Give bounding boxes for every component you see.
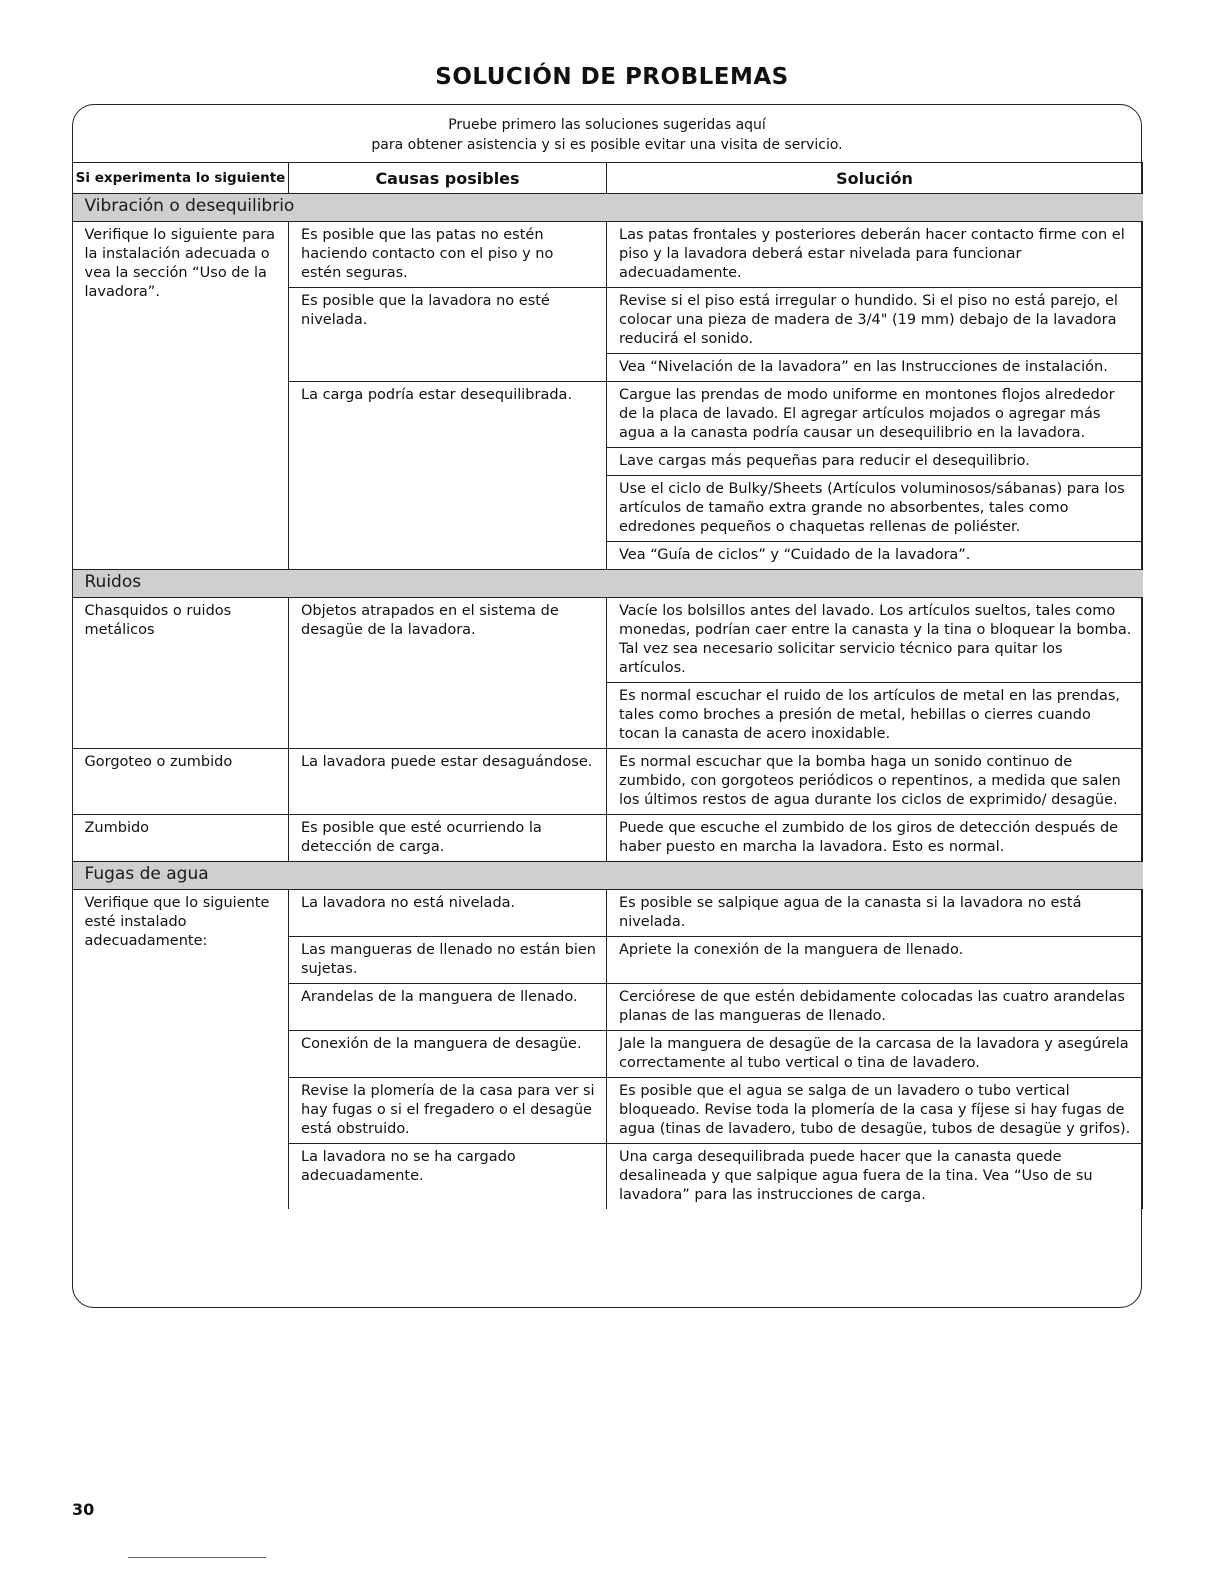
cause-cell: Es posible que la lavadora no esté nivelada.: [289, 288, 607, 382]
cause-cell: La carga podría estar desequilibrada.: [289, 382, 607, 570]
symptom-cell: Zumbido: [73, 815, 289, 862]
solution-cell: Cerciórese de que estén debidamente colocadas las cuatro arandelas planas de las mangueras de llenado.: [607, 984, 1143, 1031]
table-header-row: [73, 163, 1143, 194]
footer-rule: [128, 1557, 266, 1558]
solution-cell: Las patas frontales y posteriores deberán hacer contacto firme con el piso y la lavadora deberá estar nivelada para funcionar adecuadamente.: [607, 222, 1143, 288]
cause-cell: La lavadora puede estar desaguándose.: [289, 749, 607, 815]
table-row: [73, 890, 1143, 937]
solution-cell: Jale la manguera de desagüe de la carcasa de la lavadora y asegúrela correctamente al tubo vertical o tina de lavadero.: [607, 1031, 1143, 1078]
intro-text: [72, 115, 1142, 155]
cause-cell: Las mangueras de llenado no están bien sujetas.: [289, 937, 607, 984]
table-row: [73, 749, 1143, 815]
symptom-cell: Verifique que lo siguiente esté instalado adecuadamente:: [84, 895, 270, 949]
table-row: [73, 598, 1143, 683]
solution-cell: Use el ciclo de Bulky/Sheets (Artículos voluminosos/sábanas) para los artículos de tamaño extra grande no absorbentes, tales como edredones pequeños o chaquetas rellenas de poliéster.: [607, 476, 1143, 542]
cause-cell: Es posible que las patas no estén haciendo contacto con el piso y no estén seguras.: [289, 222, 607, 288]
solution-cell: Una carga desequilibrada puede hacer que la canasta quede desalineada y que salpique agua fuera de la tina. Vea “Uso de su lavadora” para las instrucciones de carga.: [607, 1144, 1143, 1210]
solution-cell: Es normal escuchar que la bomba haga un sonido continuo de zumbido, con gorgoteos periódicos o repentinos, a medida que salen los últimos restos de agua durante los ciclos de exprimido/ desagüe.: [607, 749, 1143, 815]
section-title: Fugas de agua: [73, 862, 1143, 890]
cause-cell: Es posible que esté ocurriendo la detección de carga.: [289, 815, 607, 862]
intro-line-2: para obtener asistencia y si es posible evitar una visita de servicio.: [371, 137, 843, 153]
section-title: Vibración o desequilibrio: [73, 194, 1143, 222]
solution-cell: Puede que escuche el zumbido de los giros de detección después de haber puesto en marcha la lavadora. Esto es normal.: [607, 815, 1143, 862]
symptom-cell: Verifique lo siguiente para la instalación adecuada o vea la sección “Uso de la lavadora”.: [84, 227, 276, 300]
cause-cell: Revise la plomería de la casa para ver si hay fugas o si el fregadero o el desagüe está obstruido.: [289, 1078, 607, 1144]
symptom-cell: Gorgoteo o zumbido: [73, 749, 289, 815]
page-title: SOLUCIÓN DE PROBLEMAS: [435, 64, 789, 90]
solution-cell: Apriete la conexión de la manguera de llenado.: [607, 937, 1143, 984]
header-solution: Solución: [607, 163, 1143, 194]
solution-cell: Lave cargas más pequeñas para reducir el desequilibrio.: [607, 448, 1143, 476]
table-body: [73, 194, 1143, 1210]
table-row: [73, 815, 1143, 862]
header-symptom: Si experimenta lo siguiente: [73, 163, 289, 194]
cause-cell: Objetos atrapados en el sistema de desagüe de la lavadora.: [289, 598, 607, 749]
section-header: [73, 194, 1143, 222]
section-header: [73, 570, 1143, 598]
solution-cell: Vacíe los bolsillos antes del lavado. Los artículos sueltos, tales como monedas, podrían caer entre la canasta y la tina o bloquear la bomba. Tal vez sea necesario solicitar servicio técnico para quitar los artículos.: [607, 598, 1143, 683]
solution-cell: Revise si el piso está irregular o hundido. Si el piso no está parejo, el colocar una pieza de madera de 3/4" (19 mm) debajo de la lavadora reducirá el sonido.: [607, 288, 1143, 354]
cause-cell: La lavadora no se ha cargado adecuadamente.: [289, 1144, 607, 1210]
cause-cell: Conexión de la manguera de desagüe.: [289, 1031, 607, 1078]
section-title: Ruidos: [73, 570, 1143, 598]
intro-line-1: Pruebe primero las soluciones sugeridas aquí: [448, 117, 766, 133]
header-causes: Causas posibles: [289, 163, 607, 194]
solution-cell: Vea “Nivelación de la lavadora” en las Instrucciones de instalación.: [607, 354, 1143, 382]
solution-cell: Cargue las prendas de modo uniforme en montones flojos alrededor de la placa de lavado. El agregar artículos mojados o agregar más agua a la canasta podría causar un desequilibrio en la lavadora.: [607, 382, 1143, 448]
table-row: [73, 222, 1143, 288]
solution-cell: Es posible que el agua se salga de un lavadero o tubo vertical bloqueado. Revise toda la plomería de la casa y fíjese si hay fugas de agua (tinas de lavadero, tubo de desagüe, tubos de desagüe y grifos).: [607, 1078, 1143, 1144]
solution-cell: Es normal escuchar el ruido de los artículos de metal en las prendas, tales como broches a presión de metal, hebillas o cierres cuando tocan la canasta de acero inoxidable.: [607, 683, 1143, 749]
cause-cell: La lavadora no está nivelada.: [289, 890, 607, 937]
symptom-cell: Chasquidos o ruidos metálicos: [84, 603, 232, 638]
troubleshooting-table: [72, 162, 1143, 1209]
page-number: 30: [72, 1500, 95, 1519]
cause-cell: Arandelas de la manguera de llenado.: [289, 984, 607, 1031]
solution-cell: Es posible se salpique agua de la canasta si la lavadora no está nivelada.: [607, 890, 1143, 937]
solution-cell: Vea “Guía de ciclos” y “Cuidado de la lavadora”.: [607, 542, 1143, 570]
section-header: [73, 862, 1143, 890]
